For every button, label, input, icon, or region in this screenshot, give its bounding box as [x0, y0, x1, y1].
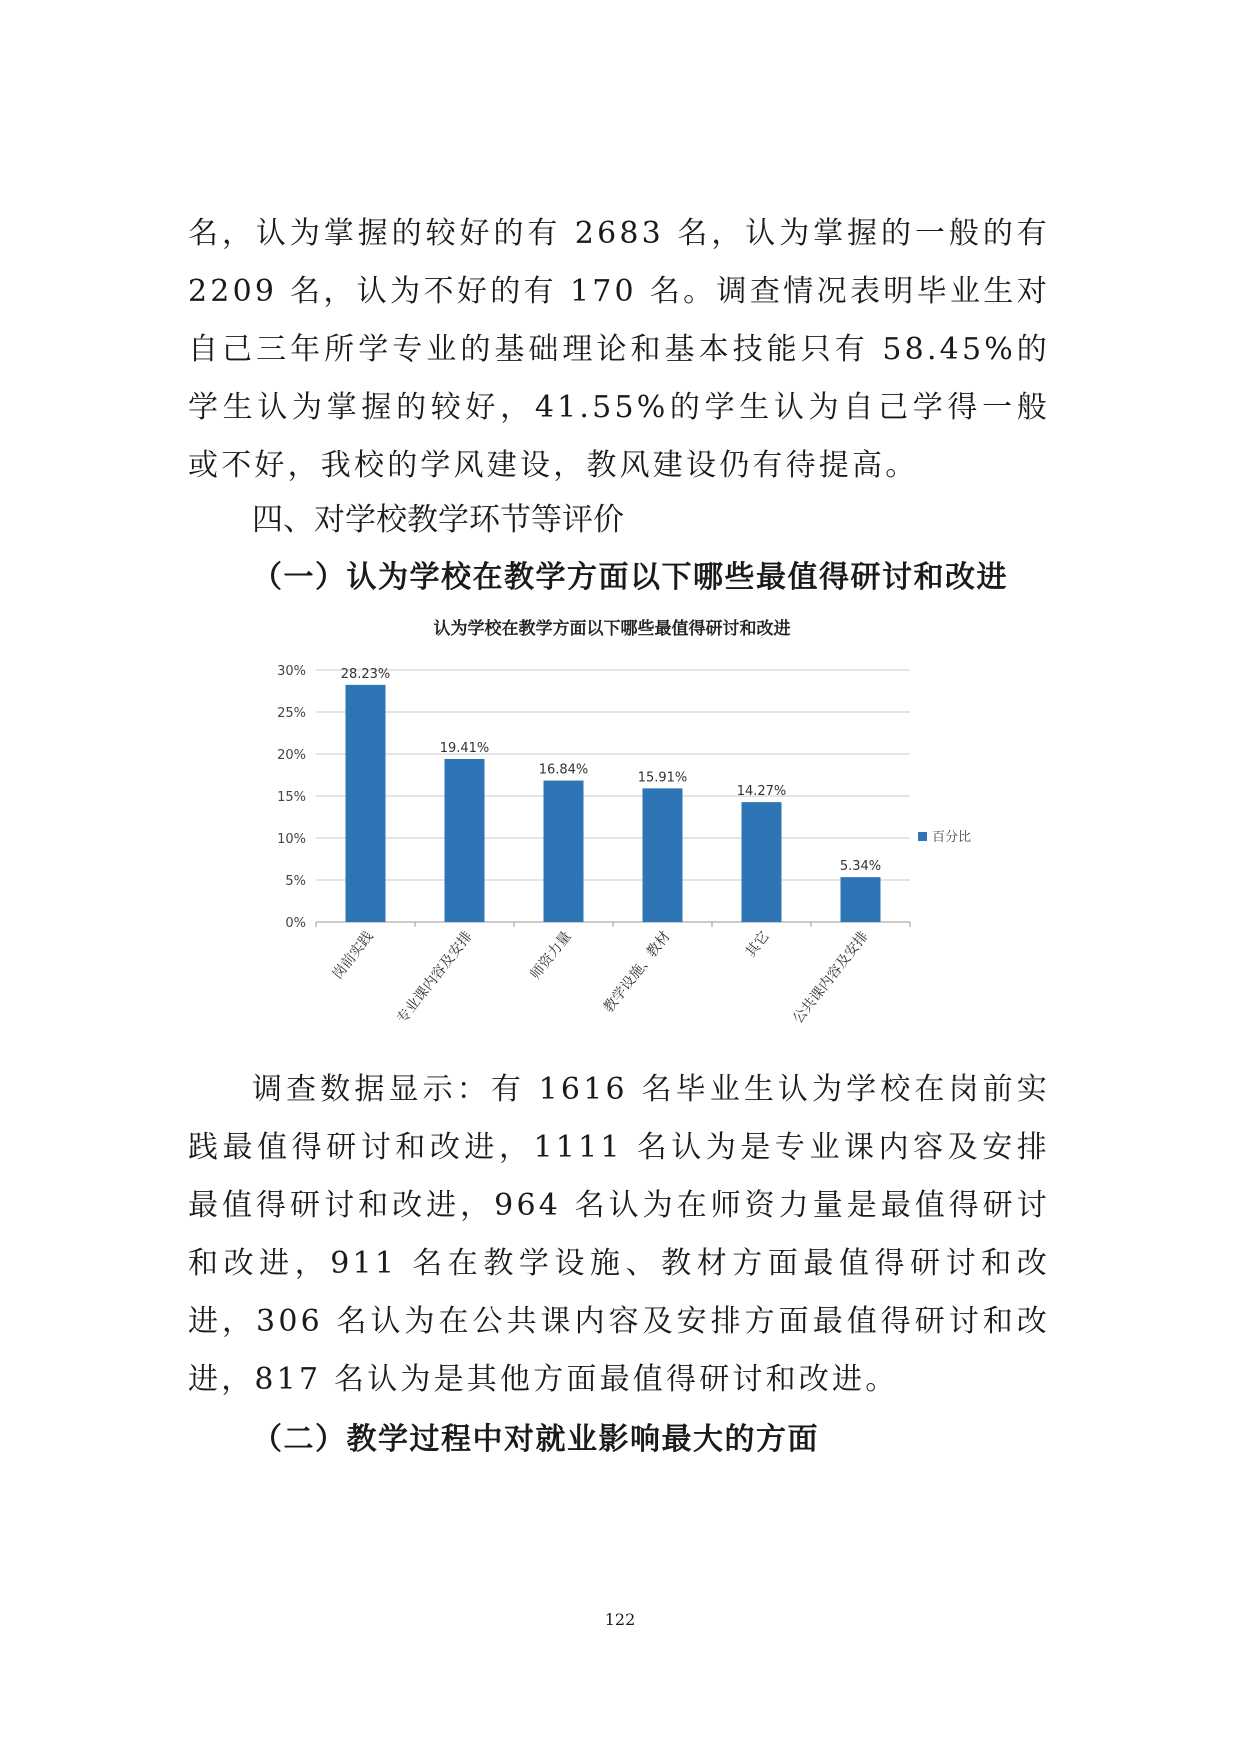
page-number: 122: [604, 1610, 636, 1629]
x-tick-label: 其它: [742, 928, 773, 961]
legend-swatch: [918, 832, 927, 841]
data-label: 15.91%: [637, 770, 688, 786]
y-tick-label: 25%: [277, 706, 306, 721]
data-labels: [341, 667, 881, 874]
x-tick-label: 专业课内容及安排: [394, 928, 476, 1027]
y-tick-label: 20%: [277, 748, 306, 763]
sub-two-heading: （二）教学过程中对就业影响最大的方面: [252, 1422, 819, 1457]
data-label: 16.84%: [538, 762, 589, 778]
x-tick-label: 公共课内容及安排: [790, 928, 872, 1027]
bar: [643, 788, 683, 922]
bar-chart-svg: [250, 600, 1020, 1060]
gridlines: [316, 670, 910, 922]
x-tick-label: 岗前实践: [329, 928, 377, 983]
intro-paragraph: 名，认为掌握的较好的有 2683 名，认为掌握的一般的有 2209 名，认为不好的有 170 名。调查情况表明毕业生对自己三年所学专业的基础理论和基本技能只有 58.45%的学生认为掌握的较好，41.55%的学生认为自己学得一般或不好，我校的学风建设，教风建设仍有待提高。: [188, 216, 1050, 483]
sub-one-heading: （一）认为学校在教学方面以下哪些最值得研讨和改进: [252, 560, 1008, 595]
survey-paragraph: 调查数据显示：有 1616 名毕业生认为学校在岗前实践最值得研讨和改进，1111 名认为是专业课内容及安排最值得研讨和改进，964 名认为在师资力量是最值得研讨和改进，911 名在教学设施、教材方面最值得研讨和改进，306 名认为在公共课内容及安排方面最值得研讨和改进，817 名认为是其他方面最值得研讨和改进。: [188, 1072, 1050, 1397]
y-tick-label: 5%: [285, 874, 306, 889]
x-axis-labels: [316, 922, 910, 1027]
data-label: 14.27%: [736, 784, 787, 800]
data-label: 28.23%: [340, 666, 391, 682]
y-tick-label: 30%: [277, 664, 306, 679]
x-tick-label: 师资力量: [527, 928, 575, 983]
legend-label: 百分比: [932, 830, 972, 845]
y-tick-label: 15%: [277, 790, 306, 805]
bar: [544, 781, 584, 922]
bar: [346, 685, 386, 922]
section-four-heading: 四、对学校教学环节等评价: [252, 502, 624, 538]
bar: [742, 802, 782, 922]
legend: [918, 830, 971, 845]
x-tick-label: 教学设施、教材: [600, 928, 674, 1016]
bar: [445, 759, 485, 922]
bar-chart: [250, 600, 1020, 1060]
data-label: 5.34%: [839, 859, 882, 875]
y-tick-label: 10%: [277, 832, 306, 847]
y-tick-label: 0%: [285, 916, 306, 931]
chart-title: 认为学校在教学方面以下哪些最值得研讨和改进: [433, 619, 791, 639]
bar: [841, 877, 881, 922]
bars: [346, 685, 881, 922]
data-label: 19.41%: [439, 740, 490, 756]
y-axis-ticks: [277, 664, 306, 931]
